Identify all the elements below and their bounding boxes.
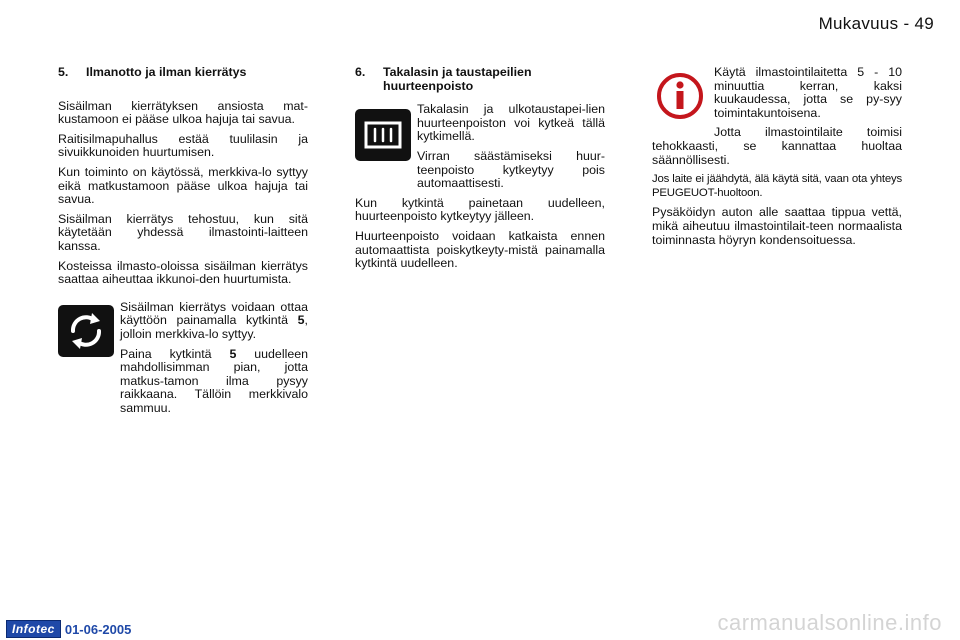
section-title: Ilmanotto ja ilman kierrätys [86, 65, 247, 79]
page-title: Mukavuus - 49 [818, 14, 934, 33]
infotec-logo: Infotec [6, 620, 61, 638]
section-heading [355, 66, 605, 93]
paragraph: Kun toiminto on käytössä, merkkiva-lo syttyy eikä matkustamoon pääse ulkoa hajuja tai savua. [58, 164, 308, 207]
recirculation-icon-block [58, 301, 308, 416]
info-icon [656, 72, 704, 120]
paragraph: Raitisilmapuhallus estää tuulilasin ja sivuikkunoiden huurtumisen. [58, 131, 308, 160]
section-number: 5. [58, 65, 69, 79]
paragraph: Jos laite ei jäähdytä, älä käytä sitä, vaan ota yhteys PEUGEUOT-huoltoon. [652, 173, 902, 199]
paragraph: Virran säästämiseksi huur-teenpoisto kytkeytyy pois automaattisesti. [417, 148, 605, 191]
paragraph: Pysäköidyn auton alle saattaa tippua vettä, mikä aiheutuu ilmastointilait-teen normaalista toiminnasta höyryn kondensoituessa. [652, 205, 902, 247]
paragraph: Sisäilman kierrätys tehostuu, kun sitä käytetään yhdessä ilmastointi-laitteen kanssa. [58, 211, 308, 253]
defrost-icon-block [355, 103, 605, 191]
paragraph: Käytä ilmastointilaitetta 5 - 10 minuuttia kerran, kaksi kuukaudessa, jotta se py-syy toimintakuntoisena. [714, 65, 902, 120]
paragraph: Huurteenpoisto voidaan katkaista ennen automaattista poiskytkeyty-mistä painamalla kytkintä uudelleen. [355, 228, 605, 271]
paragraph: Sisäilman kierrätys voidaan ottaa käyttöön painamalla kytkintä 5, jolloin merkkiva-lo syttyy. [120, 299, 308, 341]
section-number: 6. [355, 65, 366, 79]
section-heading [58, 66, 308, 80]
footer-date: 01-06-2005 [64, 621, 132, 637]
section-air-recirculation [58, 66, 308, 421]
footer [6, 620, 131, 638]
watermark: carmanualsonline.info [717, 610, 942, 635]
rear-defrost-icon [355, 109, 411, 161]
paragraph: Kosteissa ilmasto-oloissa sisäilman kierrätys saattaa aiheuttaa ikkunoi-den huurtumista. [58, 258, 308, 287]
info-section [652, 66, 902, 253]
section-title: Takalasin ja taustapeilien huurteenpoisto [383, 65, 532, 93]
paragraph: Paina kytkintä 5 uudelleen mahdollisimman pian, jotta matkus-tamon ilma pysyy raikkaana. Tällöin merkkivalo sammuu. [120, 346, 308, 415]
section-defrost [355, 66, 605, 277]
info-icon-block [652, 66, 902, 167]
paragraph: Takalasin ja ulkotaustapei-lien huurteenpoiston voi kytkeä tällä kytkimellä. [417, 102, 605, 144]
paragraph: Sisäilman kierrätyksen ansiosta mat-kustamoon ei pääse ulkoa hajuja tai savua. [58, 98, 308, 127]
paragraph: Jotta ilmastointilaite toimisi tehokkaasti, se kannattaa huoltaa säännöllisesti. [652, 125, 902, 167]
paragraph: Kun kytkintä painetaan uudelleen, huurteenpoisto kytkeytyy jälleen. [355, 195, 605, 224]
recirculation-icon [58, 305, 114, 357]
